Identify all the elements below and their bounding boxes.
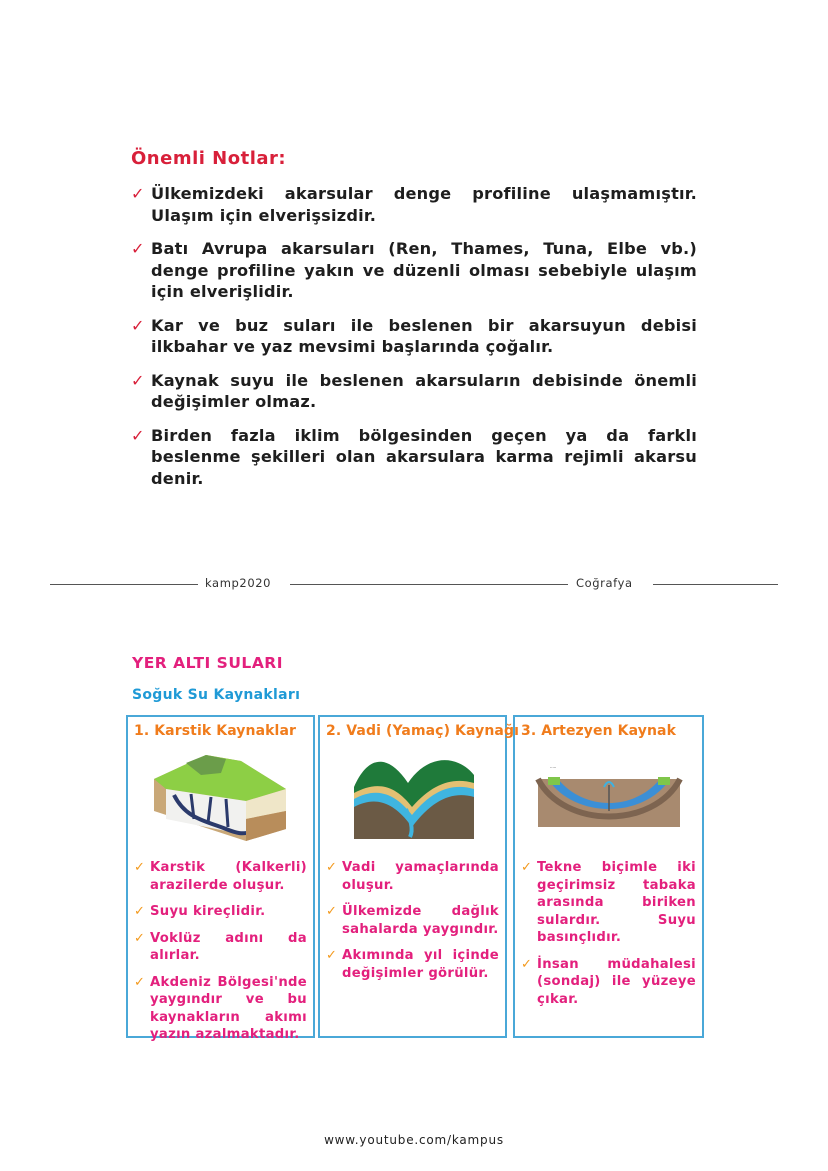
- card-artesian-spring: [513, 715, 704, 1038]
- svg-text:·····: ·····: [549, 765, 556, 770]
- note-item: [131, 425, 697, 490]
- bullet-text: Voklüz adını da alırlar.: [150, 930, 307, 963]
- check-icon: ✓: [131, 370, 145, 390]
- card-bullet: [521, 859, 696, 947]
- divider-line: [50, 584, 198, 585]
- card-bullet: [134, 903, 307, 921]
- bullet-text: Akdeniz Bölgesi'nde yaygındır ve bu kaynakların akımı yazın azalmaktadır.: [150, 974, 307, 1042]
- check-icon: ✓: [134, 904, 146, 919]
- note-text: Kar ve buz suları ile beslenen bir akarsuyun debisi ilkbahar ve yaz mevsimi başlarında çoğalır.: [151, 315, 697, 356]
- bullet-text: Vadi yamaçlarında oluşur.: [342, 860, 499, 893]
- card-bullet: [326, 947, 499, 982]
- bullet-text: İnsan müdahalesi (sondaj) ile yüzeye çıkar.: [537, 956, 696, 1007]
- important-notes: [131, 148, 697, 501]
- notes-title: Önemli Notlar:: [131, 148, 287, 169]
- check-icon: ✓: [326, 948, 338, 963]
- valley-spring-diagram: [348, 749, 478, 841]
- note-text: Batı Avrupa akarsuları (Ren, Thames, Tuna, Elbe vb.) denge profiline yakın ve düzenli olması sebebiyle ulaşım için elverişlidir.: [151, 239, 697, 301]
- divider-right-label: Coğrafya: [576, 576, 633, 590]
- note-item: [131, 370, 697, 413]
- card-bullet: [134, 859, 307, 894]
- check-icon: ✓: [521, 860, 533, 875]
- card-valley-spring: [318, 715, 519, 1038]
- section-subtitle: Soğuk Su Kaynakları: [132, 687, 301, 703]
- check-icon: ✓: [326, 904, 338, 919]
- note-text: Ülkemizdeki akarsular denge profiline ulaşmamıştır. Ulaşım için elverişsizdir.: [151, 184, 697, 225]
- bullet-text: Karstik (Kalkerli) arazilerde oluşur.: [150, 860, 307, 893]
- check-icon: ✓: [131, 425, 145, 445]
- card-bullet: [326, 859, 499, 894]
- check-icon: ✓: [521, 956, 533, 972]
- note-item: [131, 315, 697, 358]
- card-bullet: [326, 903, 499, 938]
- divider-left-label: kamp2020: [205, 576, 272, 590]
- note-text: Kaynak suyu ile beslenen akarsuların debisinde önemli değişimler olmaz.: [151, 370, 697, 411]
- card-bullet: [521, 956, 696, 1009]
- check-icon: ✓: [131, 239, 145, 258]
- check-icon: ✓: [134, 860, 146, 875]
- check-icon: ✓: [326, 860, 338, 875]
- note-text: Birden fazla iklim bölgesinden geçen ya da farklı beslenme şekilleri olan akarsulara karma rejimli akarsu denir.: [151, 425, 697, 488]
- divider-line: [653, 584, 778, 585]
- bullet-text: Ülkemizde dağlık sahalarda yaygındır.: [342, 904, 499, 937]
- bullet-text: Tekne biçimle iki geçirimsiz tabaka arasında biriken sulardır. Suyu basınçlıdır.: [537, 860, 696, 945]
- artesian-well-diagram: [534, 749, 684, 841]
- check-icon: ✓: [134, 930, 146, 946]
- check-icon: ✓: [131, 315, 145, 335]
- check-icon: ✓: [134, 974, 146, 990]
- bullet-text: Suyu kireçlidir.: [150, 904, 266, 919]
- karst-landscape-diagram: [146, 749, 296, 841]
- card-title: 2. Vadi (Yamaç) Kaynağı: [326, 723, 519, 739]
- divider-line: [290, 584, 568, 585]
- note-item: [131, 238, 697, 303]
- card-title: 3. Artezyen Kaynak: [521, 723, 676, 739]
- footer-url: www.youtube.com/kampus: [324, 1133, 504, 1147]
- card-bullet: [134, 974, 307, 1044]
- card-bullet: [134, 930, 307, 965]
- note-item: [131, 183, 697, 226]
- card-title: 1. Karstik Kaynaklar: [134, 723, 297, 739]
- section-title: YER ALTI SULARI: [132, 654, 284, 672]
- bullet-text: Akımında yıl içinde değişimler görülür.: [342, 948, 499, 981]
- check-icon: ✓: [131, 184, 145, 203]
- card-karstic-springs: [126, 715, 315, 1042]
